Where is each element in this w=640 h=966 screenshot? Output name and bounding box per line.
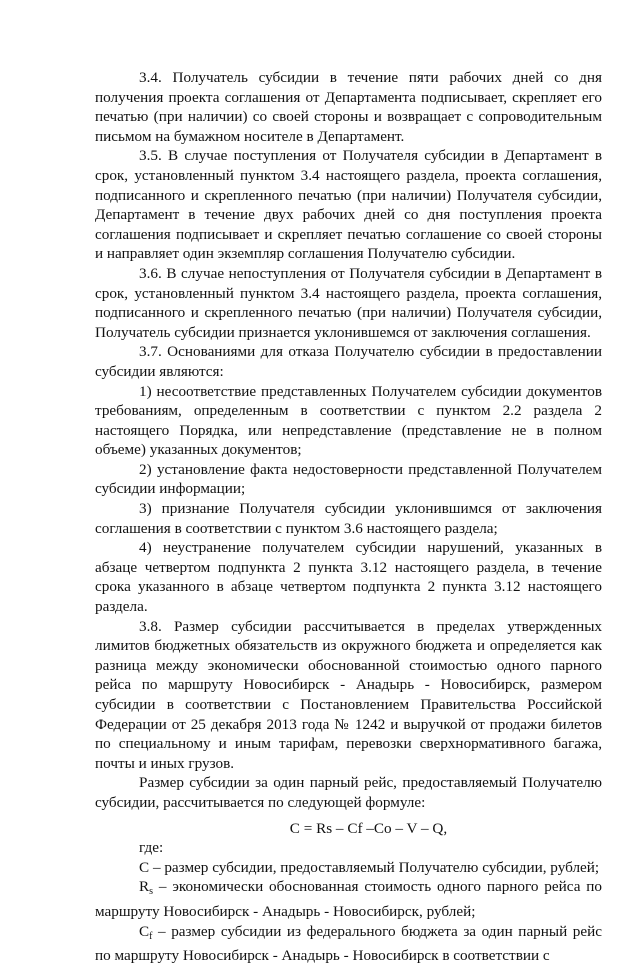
definition-cf-symbol: C <box>139 922 150 940</box>
paragraph-3-4: 3.4. Получатель субсидии в течение пяти рабочих дней со дня получения проекта соглашения от Департамента подписывает, скрепляет его печатью (при наличии) со своей стороны и возвращает с сопроводительным письмом на бумажном носителе в Департамент. <box>95 69 602 145</box>
list-item-4: 4) неустранение получателем субсидии нарушений, указанных в абзаце четвертом подпункта 2 пункта 3.12 настоящего раздела, в течение срока указанного в абзаце четвертом подпункта 2 пункта 3.12 настоящего раздела. <box>95 539 602 616</box>
definition-cf-subscript: f <box>149 930 153 942</box>
definition-c-symbol: С <box>139 858 150 876</box>
definition-c <box>95 858 602 878</box>
definition-rs-symbol: R <box>139 878 150 896</box>
subsidy-formula: C = Rs – Cf –Co – V – Q, <box>289 819 448 837</box>
formula-intro: Размер субсидии за один парный рейс, предоставляемый Получателю субсидии, рассчитывается по следующей формуле: <box>95 774 602 811</box>
definition-cf <box>95 922 602 966</box>
paragraph-3-6: 3.6. В случае непоступления от Получателя субсидии в Департамент в срок, установленный пунктом 3.4 настоящего раздела, проекта соглашения, подписанного и скрепленного печатью (при наличии) Получателя субсидии, Получатель субсидии признается уклонившемся от заключения соглашения. <box>95 264 602 341</box>
where-label: где: <box>139 839 164 857</box>
list-item-1: 1) несоответствие представленных Получателем субсидии документов требованиям, определенным в соответствии с пунктом 2.2 раздела 2 настоящего Порядка, или непредставление (представление не в полном объеме) указанных документов; <box>95 382 602 459</box>
definition-rs-text: – экономически обоснованная стоимость одного парного рейса по маршруту Новосибирск - Анадырь - Новосибирск, рублей; <box>95 878 602 920</box>
paragraph-3-5: 3.5. В случае поступления от Получателя субсидии в Департамент в срок, установленный пунктом 3.4 настоящего раздела, проекта соглашения, подписанного и скрепленного печатью (при наличии) Получателя субсидии, Департамент в течение двух рабочих дней со дня поступления проекта соглашения подписывает и скрепляет печатью соглашение со своей стороны и направляет один экземпляр соглашения Получателю субсидии. <box>95 147 602 263</box>
list-item-2: 2) установление факта недостоверности представленной Получателем субсидии информации; <box>95 460 602 498</box>
definition-c-text: – размер субсидии, предоставляемый Получателю субсидии, рублей; <box>149 858 600 876</box>
definition-rs <box>95 877 602 921</box>
definition-rs-subscript: s <box>149 886 154 898</box>
paragraph-3-8: 3.8. Размер субсидии рассчитывается в пределах утвержденных лимитов бюджетных обязательств из окружного бюджета и определяется как разница между экономически обоснованной стоимостью одного парного рейса по маршруту Новосибирск - Анадырь - Новосибирск, размером субсидии в соответствии с Постановлением Правительства Российской Федерации от 25 декабря 2013 года № 1242 и выручкой от продажи билетов по специальному и иным тарифам, перевозки сверхнормативного багажа, почты и иных грузов. <box>95 617 602 772</box>
definition-cf-text: – размер субсидии из федерального бюджета за один парный рейс по маршруту Новосибирск - Анадырь - Новосибирск в соответствии с <box>95 922 602 965</box>
list-item-3: 3) признание Получателя субсидии уклонившимся от заключения соглашения в соответствии с пунктом 3.6 настоящего раздела; <box>95 500 602 537</box>
paragraph-3-7: 3.7. Основаниями для отказа Получателю субсидии в предоставлении субсидии являются: <box>95 343 602 380</box>
document-body <box>95 68 602 966</box>
